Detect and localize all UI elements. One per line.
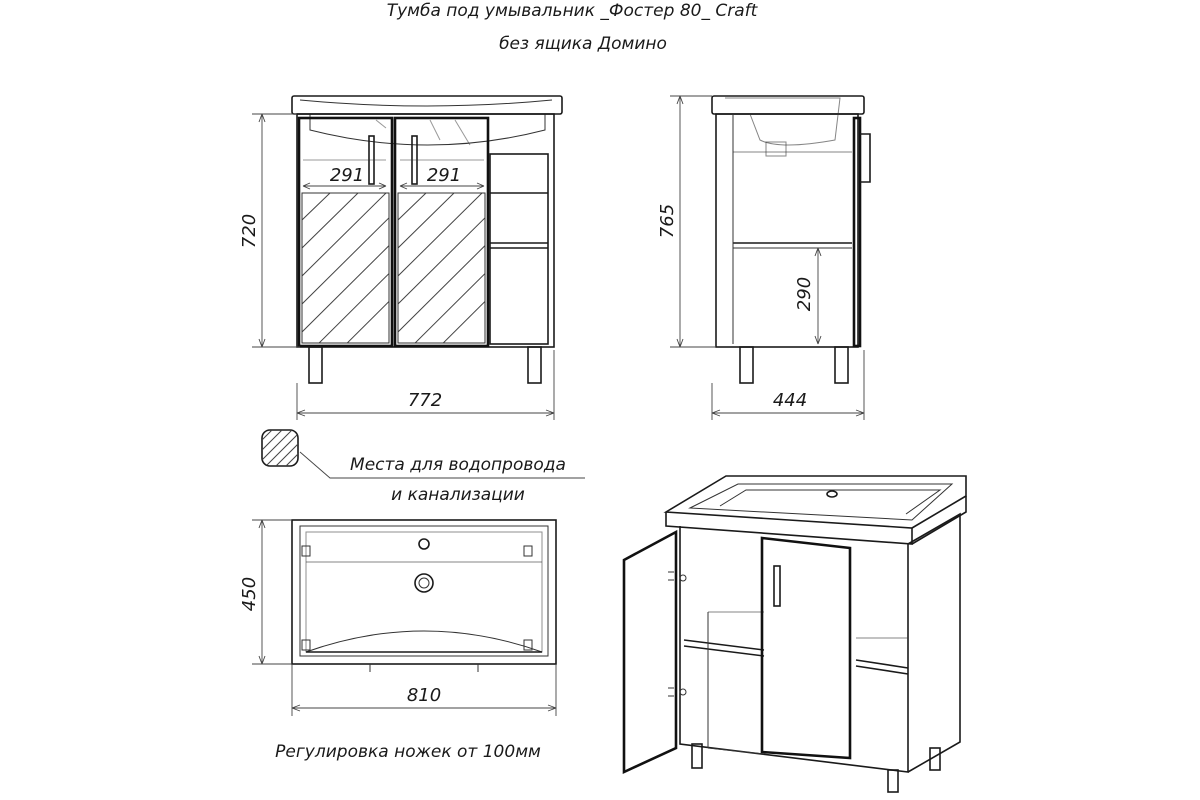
legend-line-2: и канализации <box>391 485 525 505</box>
legend-hatch-icon <box>262 430 298 466</box>
side-view <box>657 96 870 420</box>
title-line-1: Тумба под умывальник _Фостер 80_ Craft <box>386 1 758 21</box>
front-view <box>239 96 594 420</box>
dim-door-left: 291 <box>329 165 365 186</box>
dim-front-width: 772 <box>407 390 443 411</box>
dim-side-height: 765 <box>657 203 678 239</box>
dim-top-depth: 450 <box>239 576 260 612</box>
legend-line-1: Места для водопровода <box>350 455 566 475</box>
dim-top-width: 810 <box>406 685 442 706</box>
legs-adjustment-note: Регулировка ножек от 100мм <box>275 742 541 762</box>
top-view <box>239 520 556 716</box>
plumbing-zone-right <box>398 193 594 388</box>
dim-door-right: 291 <box>426 165 462 186</box>
dim-shelf-height: 290 <box>794 276 815 312</box>
perspective-view <box>624 476 966 792</box>
dim-side-depth: 444 <box>772 390 808 411</box>
dim-front-height: 720 <box>239 213 260 249</box>
title-line-2: без ящика Домино <box>499 34 667 54</box>
legend <box>262 430 585 505</box>
